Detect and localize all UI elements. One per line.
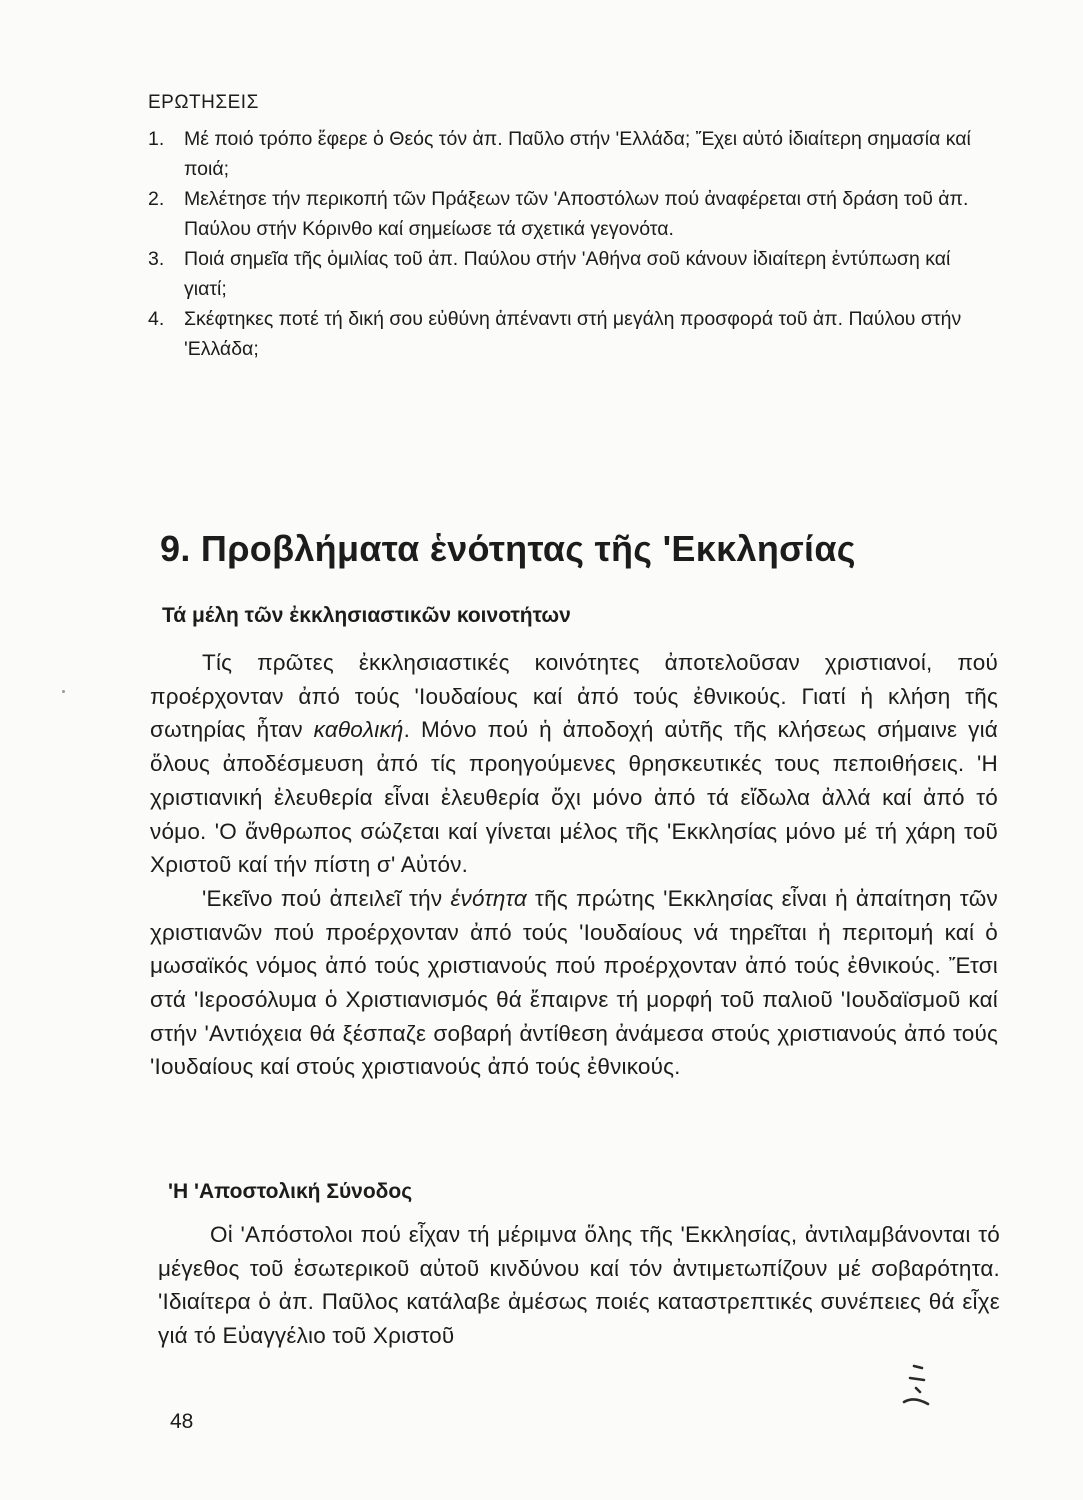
question-item — [148, 124, 993, 184]
section-heading-community-members: Τά μέλη τῶν ἐκκλησιαστικῶν κοινοτήτων — [162, 604, 571, 627]
page-number: 48 — [170, 1410, 194, 1433]
section-heading-apostolic-council: 'Η 'Αποστολική Σύνοδος — [168, 1180, 413, 1203]
paragraph-text: . Μόνο πού ἡ ἀποδοχή αὐτῆς τῆς κλήσεως σήμαινε γιά ὅλους ἀποδέσμευση ἀπό τίς προηγούμενες θρησκευτικές τους πεποιθήσεις. 'Η χριστιανική ἐλευθερία εἶναι ἐλευθερία ὄχι μόνο ἀπό τά εἴδωλα ἀλλά καί ἀπό τό νόμο. 'Ο ἄνθρωπος σώζεται καί γίνεται μέλος τῆς 'Εκκλησίας μόνο μέ τή χάρη τοῦ Χριστοῦ καί τήν πίστη σ' Αὐτόν. — [150, 717, 998, 878]
ink-mark-icon — [900, 1362, 932, 1414]
question-text: Μέ ποιό τρόπο ἔφερε ὁ Θεός τόν ἀπ. Παῦλο στήν 'Ελλάδα; Ἔχει αὐτό ἰδιαίτερη σημασία καί ποιά; — [184, 128, 971, 180]
questions-section — [148, 92, 993, 364]
scan-speck — [62, 690, 65, 693]
question-text: Ποιά σημεῖα τῆς ὁμιλίας τοῦ ἀπ. Παύλου στήν 'Αθήνα σοῦ κάνουν ἰδιαίτερη ἐντύπωση καί γιατί; — [184, 248, 951, 300]
emphasis-text: καθολική — [313, 717, 404, 743]
paragraph — [150, 882, 998, 1084]
question-item — [148, 304, 993, 364]
question-text: Σκέφτηκες ποτέ τή δική σου εὐθύνη ἀπέναντι στή μεγάλη προσφορά τοῦ ἀπ. Παύλου στήν 'Ελλάδα; — [184, 308, 962, 360]
paragraph-text: Τίς πρῶτες ἐκκλησιαστικές κοινότητες ἀποτελοῦσαν χριστιανοί, πού προέρχονταν ἀπό τούς 'Ιουδαίους καί ἀπό τούς ἐθνικούς. Γιατί ἡ κλήση τῆς σωτηρίας ἦταν — [150, 650, 998, 743]
questions-list — [148, 124, 993, 364]
question-item — [148, 244, 993, 304]
question-item — [148, 184, 993, 244]
question-number: 4. — [148, 308, 165, 330]
chapter-title: 9. Προβλήματα ἑνότητας τῆς 'Εκκλησίας — [160, 528, 856, 569]
paragraph: Οἱ 'Απόστολοι πού εἶχαν τή μέριμνα ὅλης τῆς 'Εκκλησίας, ἀντιλαμβάνονται τό μέγεθος τοῦ ἐσωτερικοῦ αὐτοῦ κινδύνου καί τόν ἀντιμετωπίζουν μέ σοβαρότητα. 'Ιδιαίτερα ὁ ἀπ. Παῦλος κατάλαβε ἀμέσως ποιές καταστρεπτικές συνέπειες θά εἶχε γιά τό Εὐαγγέλιο τοῦ Χριστοῦ — [158, 1222, 1000, 1349]
section-body-community-members — [150, 646, 998, 1084]
question-number: 1. — [148, 128, 165, 150]
question-text: Μελέτησε τήν περικοπή τῶν Πράξεων τῶν 'Αποστόλων πού ἀναφέρεται στή δράση τοῦ ἀπ. Παύλου στήν Κόρινθο καί σημείωσε τά σχετικά γεγονότα. — [184, 188, 969, 240]
questions-heading: ΕΡΩΤΗΣΕΙΣ — [148, 92, 259, 113]
question-number: 3. — [148, 248, 165, 270]
paragraph-text: τῆς πρώτης 'Εκκλησίας εἶναι ἡ ἀπαίτηση τῶν χριστιανῶν πού προέρχονταν ἀπό τούς 'Ιουδαίους νά τηρεῖται ἡ περιτομή καί ὁ μωσαϊκός νόμος ἀπό τούς χριστιανούς πού προέρχονταν ἀπό τούς ἐθνικούς. Ἔτσι στά 'Ιεροσόλυμα ὁ Χριστιανισμός θά ἔπαιρνε τή μορφή τοῦ παλιοῦ 'Ιουδαϊσμοῦ καί στήν 'Αντιόχεια θά ξέσπαζε σοβαρή ἀντίθεση ἀνάμεσα στούς χριστιανούς ἀπό τούς 'Ιουδαίους καί στούς χριστιανούς ἀπό τούς ἐθνικούς. — [150, 885, 999, 1080]
emphasis-text: ἑνότητα — [450, 885, 527, 911]
question-number: 2. — [148, 188, 165, 210]
paragraph — [150, 646, 998, 882]
section-body-apostolic-council — [158, 1218, 1000, 1353]
paragraph-text: 'Εκεῖνο πού ἀπειλεῖ τήν — [202, 885, 451, 911]
